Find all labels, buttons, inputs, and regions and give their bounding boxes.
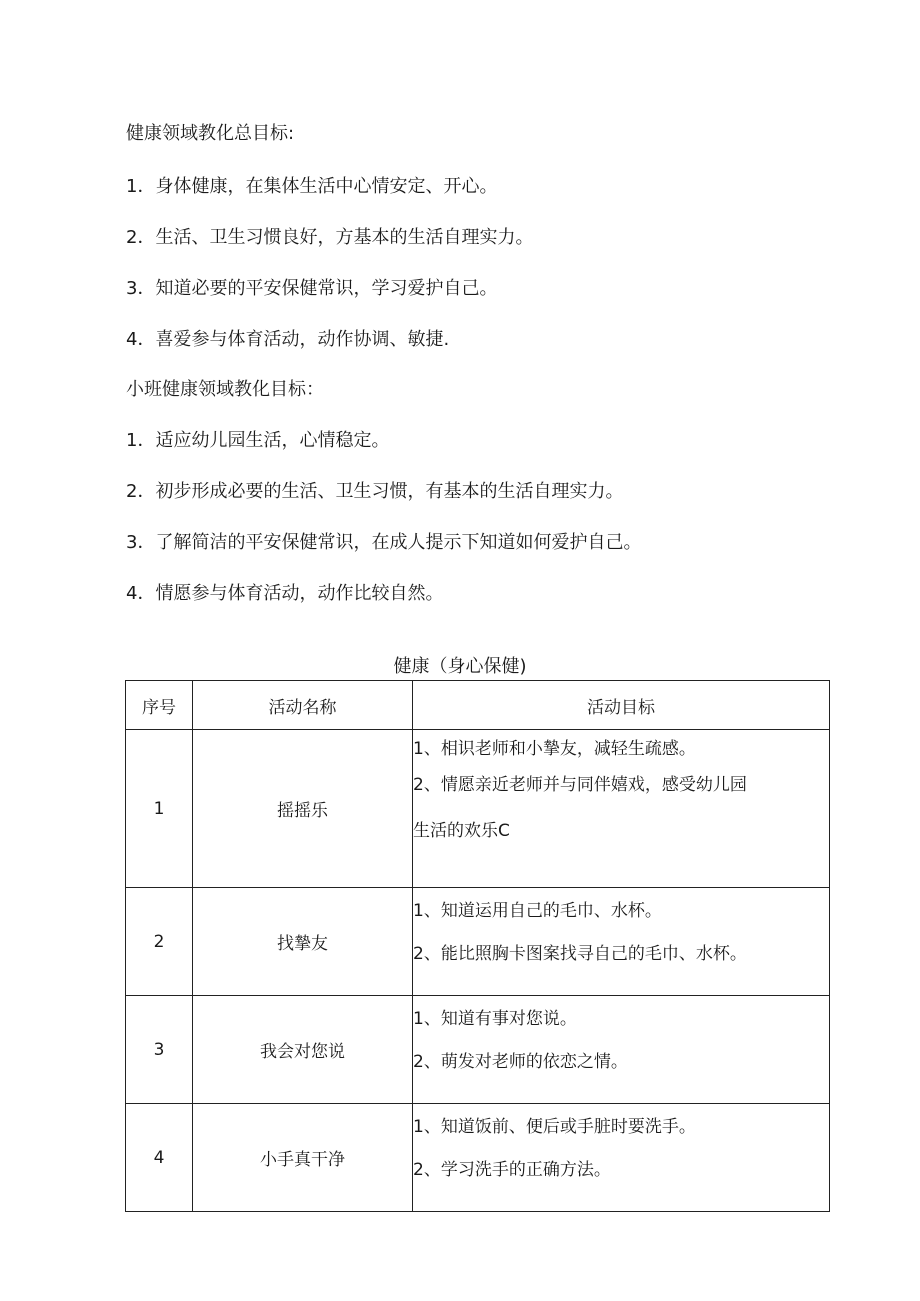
general-goals-heading: 健康领域教化总目标: [126, 123, 295, 144]
small-class-goals-heading: 小班健康领域教化目标： [126, 379, 324, 400]
activity-goals [413, 730, 830, 888]
row-number: 4 [126, 1104, 193, 1212]
activity-goals [413, 888, 830, 996]
table-header-row [126, 681, 830, 730]
general-goal-item: 2．生活、卫生习惯良好，方基本的生活自理实力。 [126, 227, 534, 248]
goal-line: 1、知道运用自己的毛巾、水杯。 [413, 901, 662, 921]
activity-name: 小手真干净 [193, 1104, 413, 1212]
row-number: 1 [126, 730, 193, 888]
general-goal-item: 1．身体健康，在集体生活中心情安定、开心。 [126, 176, 498, 197]
general-goal-item: 4．喜爱参与体育活动，动作协调、敏捷. [126, 329, 450, 350]
activity-goals [413, 996, 830, 1104]
activity-goals [413, 1104, 830, 1212]
table-row [126, 730, 830, 888]
goal-line: 2、能比照胸卡图案找寻自己的毛巾、水杯。 [413, 944, 747, 964]
small-class-goal-item: 1．适应幼儿园生活，心情稳定。 [126, 430, 390, 451]
activity-name: 找摯友 [193, 888, 413, 996]
table-row [126, 888, 830, 996]
table-row [126, 1104, 830, 1212]
row-number: 2 [126, 888, 193, 996]
goal-line: 1、相识老师和小摯友，减轻生疏感。 [413, 739, 696, 759]
header-activity-goal: 活动目标 [413, 681, 830, 730]
goal-line: 2、学习洗手的正确方法。 [413, 1160, 611, 1180]
activity-name: 我会对您说 [193, 996, 413, 1104]
small-class-goal-item: 2．初步形成必要的生活、卫生习惯，有基本的生活自理实力。 [126, 481, 624, 502]
table-row [126, 996, 830, 1104]
small-class-goal-item: 4．情愿参与体育活动，动作比较自然。 [126, 583, 444, 604]
goal-line: 生活的欢乐C [413, 821, 510, 841]
activity-table [125, 680, 830, 1212]
row-number: 3 [126, 996, 193, 1104]
goal-line: 2、情愿亲近老师并与同伴嬉戏，感受幼儿园 [413, 775, 747, 795]
goal-line: 2、萌发对老师的依恋之情。 [413, 1052, 628, 1072]
general-goal-item: 3．知道必要的平安保健常识，学习爱护自己。 [126, 278, 498, 299]
header-number: 序号 [126, 681, 193, 730]
goal-line: 1、知道饭前、便后或手脏时要洗手。 [413, 1117, 696, 1137]
header-activity-name: 活动名称 [193, 681, 413, 730]
goal-line: 1、知道有事对您说。 [413, 1009, 577, 1029]
table-title: 健康（身心保健) [393, 656, 527, 677]
small-class-goal-item: 3．了解简洁的平安保健常识，在成人提示下知道如何爱护自己。 [126, 532, 642, 553]
activity-name: 摇摇乐 [193, 730, 413, 888]
